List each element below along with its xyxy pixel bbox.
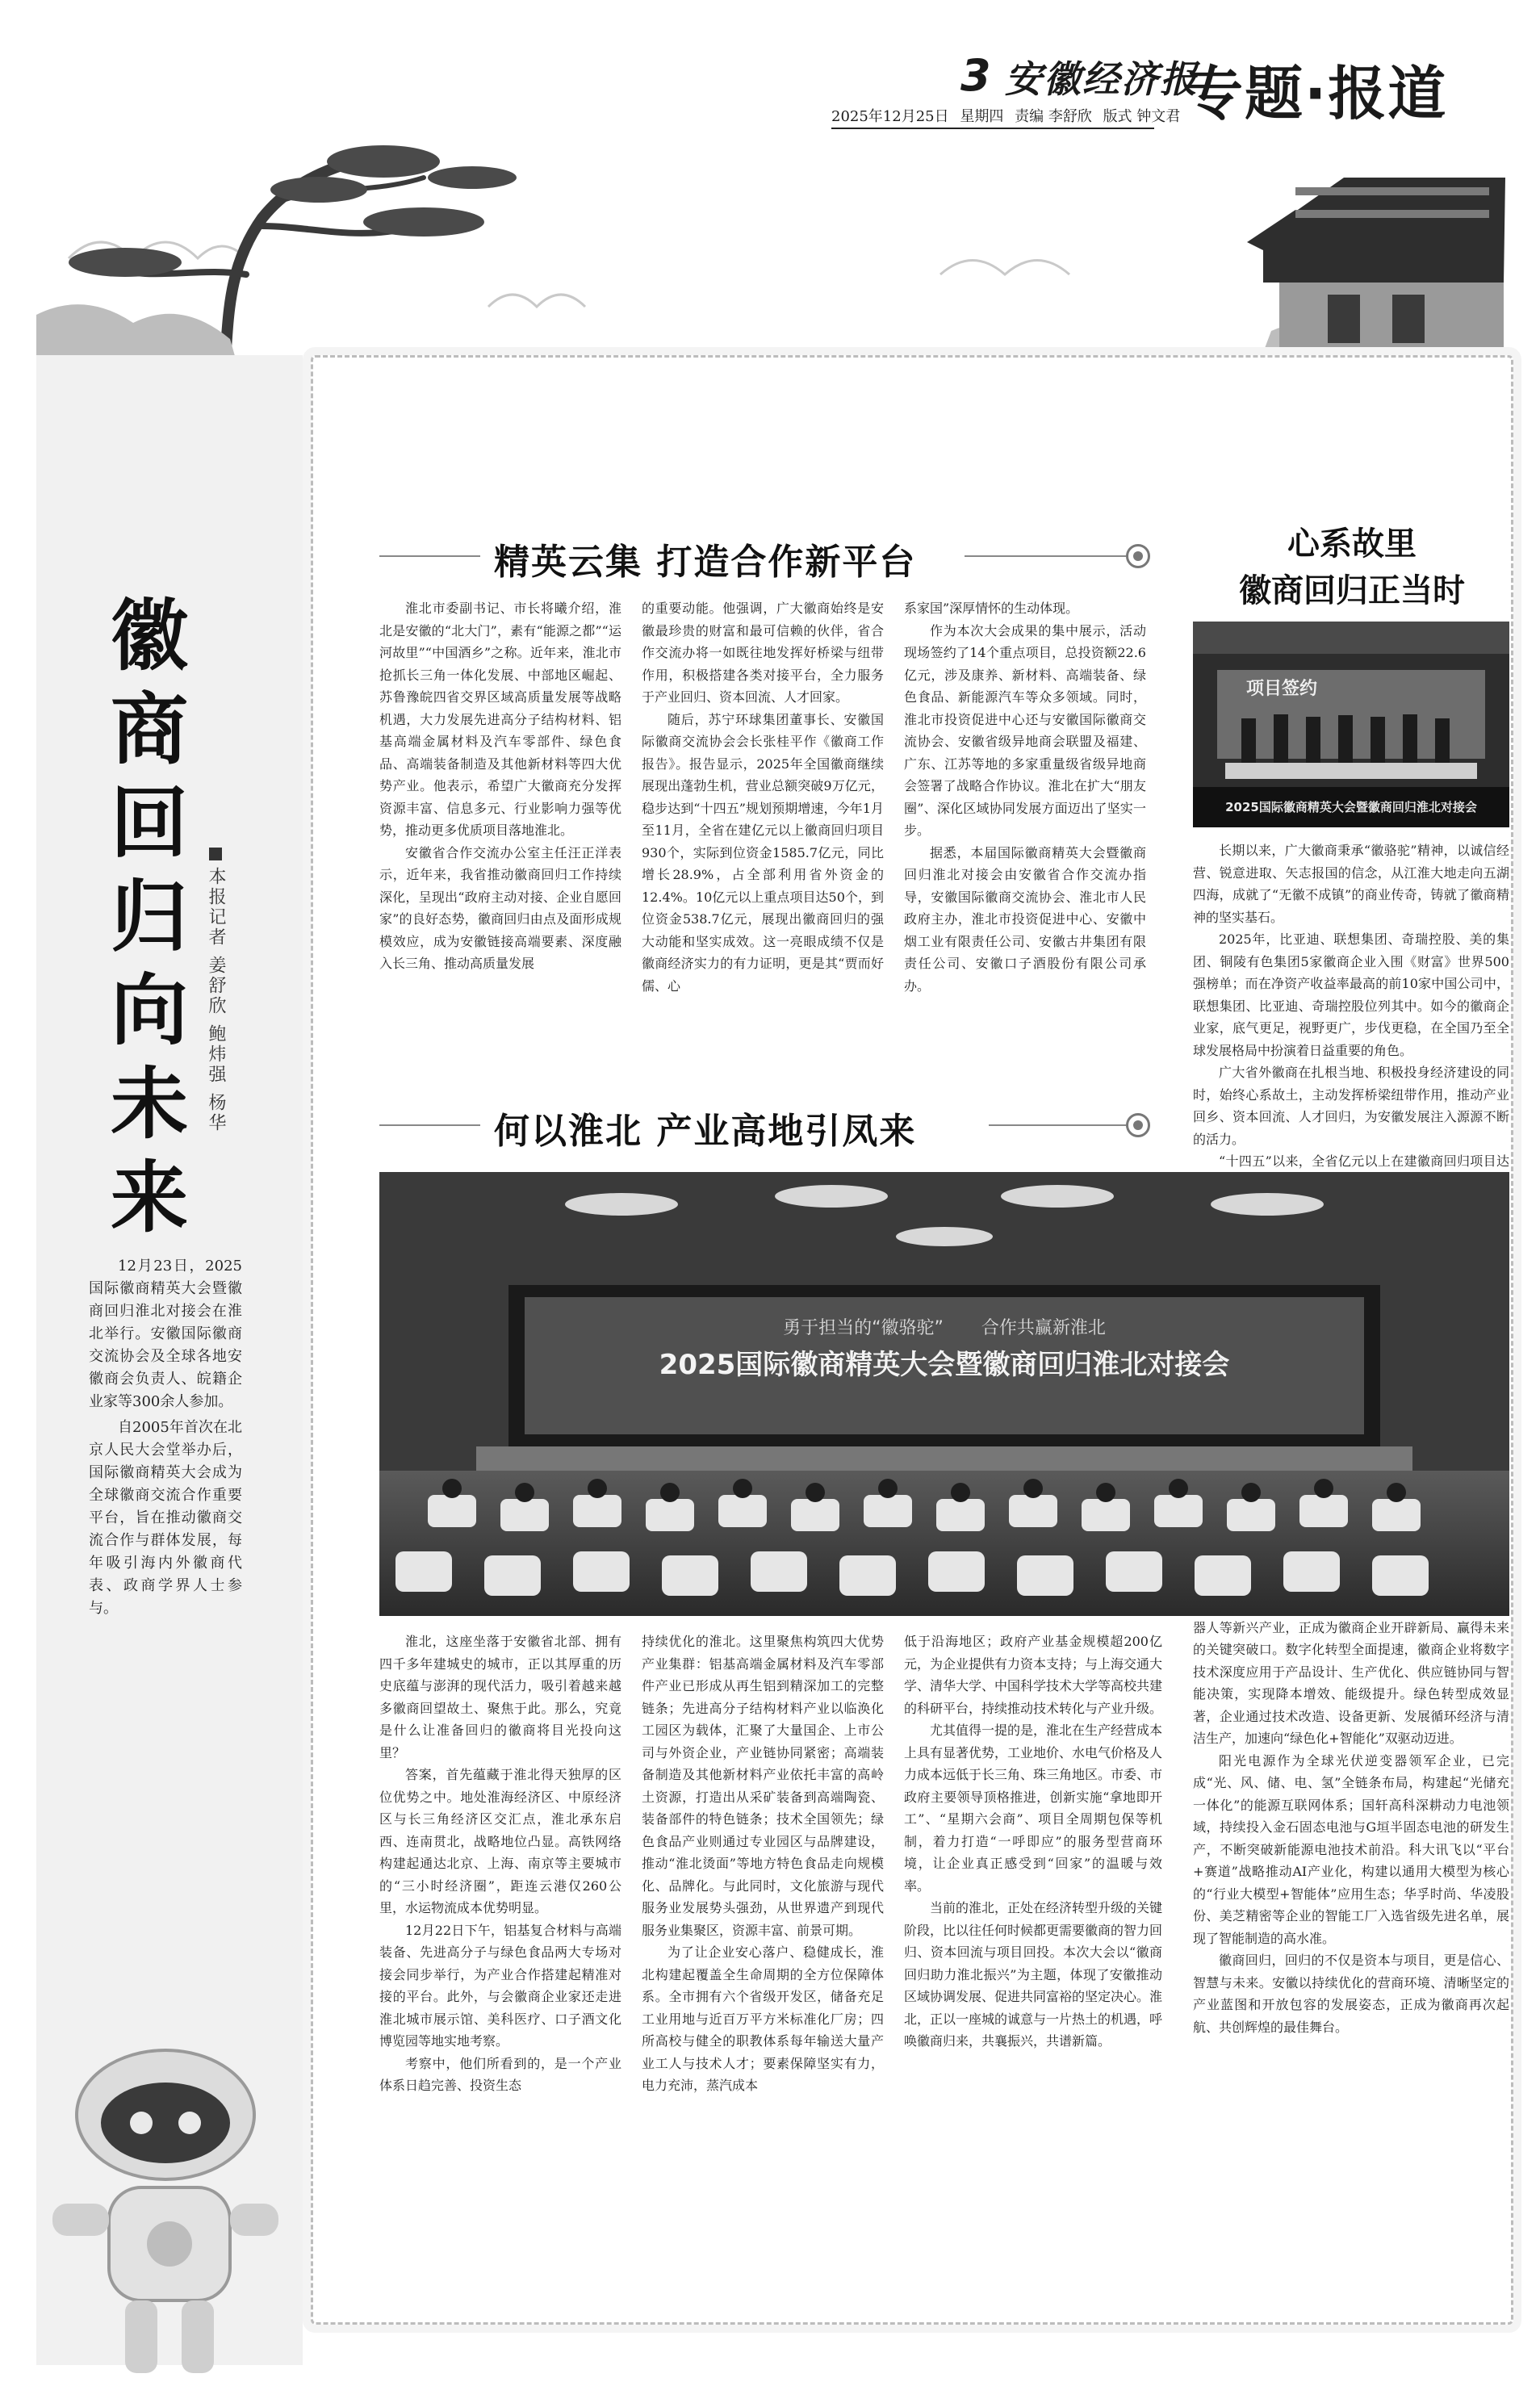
feature-intro bbox=[89, 1255, 242, 1623]
headline-marker-icon bbox=[1126, 1113, 1150, 1137]
article-paragraph: 广大省外徽商在扎根当地、积极投身经济建设的同时，始终心系故土，主动发挥桥梁纽带作用，推动产业回乡、资本回流、人才回归，为安徽发展注入源源不断的活力。 bbox=[1193, 1065, 1509, 1147]
headline-rule bbox=[379, 1124, 480, 1126]
hall-slogan-text bbox=[783, 1318, 1106, 1338]
section-title: 专题·报道 bbox=[1185, 60, 1448, 128]
article-paragraph: 的重要动能。他强调，广大徽商始终是安徽最珍贵的财富和最可信赖的伙伴，省合作交流办将一如既往地发挥好桥梁与纽带作用，积极搭建各类对接平台，全力服务于产业回归、资本回流、人才回家。 bbox=[642, 601, 884, 705]
signing-caption-text: 项目签约 bbox=[1246, 679, 1318, 699]
page-number: 3 bbox=[960, 50, 991, 101]
article-paragraph: 考察中，他们所看到的，是一个产业体系日趋完善、投资生态 bbox=[379, 2055, 621, 2093]
article-paragraph: 持续优化的淮北。这里聚焦构筑四大优势产业集群：铝基高端金属材料及汽车零部件产业已形成从再生铝到精深加工的完整链条；先进高分子结构材料产业以临涣化工园区为载体，汇聚了大量国企、上市公司与外资企业，产业链协同紧密；高端装备制造及其他新材料产业依托丰富的高岭土资源，打造出从采矿装备到高端陶瓷、装备部件的特色链条；技术全国领先；绿色食品产业则通过专业园区与品牌建设，推动“淮北烫面”等地方特色食品走向规模化、品牌化。与此同时，文化旅游与现代服务业发展势头强劲，从世界遗产到现代服务业集聚区，资源丰富、前景可期。 bbox=[642, 1634, 884, 1938]
article-paragraph: 淮北市委副书记、市长将曦介绍，淮北是安徽的“北大门”，素有“能源之都”“运河故里”“中国酒乡”之称。近年来，淮北市抢抓长三角一体化发展、中部地区崛起、苏鲁豫皖四省交界区域高质量发展等战略机遇，大力发展先进高分子结构材料、铝基高端金属材料及汽车零部件、绿色食品、高端装备制造及其他新材料等四大优势产业。他表示，希望广大徽商充分发挥资源丰富、信息多元、行业影响力强等优势，推动更多优质项目落地淮北。 bbox=[379, 601, 621, 838]
article1-column-3 bbox=[904, 597, 1146, 1082]
feature-title-char: 商 bbox=[111, 684, 188, 775]
article3-headline-line2: 徽商回归正当时 bbox=[1239, 572, 1465, 609]
article-paragraph: 徽商回归，回归的不仅是资本与项目，更是信心、智慧与未来。安徽以持续优化的营商环境、清晰坚定的产业蓝图和开放包容的发展姿态，正成为徽商再次起航、共创辉煌的最佳舞台。 bbox=[1193, 1953, 1509, 2035]
issue-date: 2025年12月25日 bbox=[831, 108, 949, 125]
hall-slogan-right: 合作共赢新淮北 bbox=[981, 1318, 1106, 1338]
feature-title-char: 归 bbox=[111, 872, 188, 962]
signing-ceremony-photo bbox=[1193, 622, 1509, 827]
headline-rule bbox=[965, 555, 1126, 557]
headline-marker-icon bbox=[1126, 544, 1150, 568]
article3-headline bbox=[1191, 521, 1513, 614]
byline-marker bbox=[209, 848, 222, 860]
robot-illustration bbox=[36, 2042, 278, 2381]
article-paragraph: 淮北，这座坐落于安徽省北部、拥有四千多年建城史的城市，正以其厚重的历史底蕴与澎湃的现代活力，吸引着越来越多徽商回望故土、聚焦于此。那么，究竟是什么让准备回归的徽商将目光投向这里？ bbox=[379, 1634, 621, 1760]
article-paragraph: 长期以来，广大徽商秉承“徽骆驼”精神，以诚信经营、锐意进取、矢志报国的信念，从江淮大地走向五湖四海，成就了“无徽不成镇”的商业传奇，铸就了徽商精神的坚实基石。 bbox=[1193, 843, 1509, 925]
headline-rule bbox=[379, 555, 480, 557]
intro-paragraph: 自2005年首次在北京人民大会堂举办后，国际徽商精英大会成为全球徽商交流合作重要平台，旨在推动徽商交流合作与群体发展，每年吸引海内外徽商代表、政商学界人士参与。 bbox=[89, 1419, 242, 1617]
article-paragraph: 据悉，本届国际徽商精英大会暨徽商回归淮北对接会由安徽省合作交流办指导，安徽国际徽商交流协会、淮北市人民政府主办，淮北市投资促进中心、安徽中烟工业有限责任公司、安徽古井集团有限责任公司、安徽口子酒股份有限公司承办。 bbox=[904, 844, 1146, 994]
article-paragraph: 阳光电源作为全球光伏逆变器领军企业，已完成“光、风、储、电、氢”全链条布局，构建起“光储充一体化”的能源互联网体系；国轩高科深耕动力电池领域，持续投入金石固态电池与G垣半固态电池的研发生产，不断突破新能源电池技术前沿。科大讯飞以“平台+赛道”战略推动AI产业化，构建以通用大模型为核心的“行业大模型+智能体”应用生态；华孚时尚、华凌股份、美芝精密等企业的智能工厂入选省级先进名单，展现了智能制造的高水准。 bbox=[1193, 1752, 1509, 1946]
article-paragraph: 低于沿海地区；政府产业基金规模超200亿元，为企业提供有力资本支持；与上海交通大学、清华大学、中国科学技术大学等高校共建的科研平台，持续推动技术转化与产业升级。 bbox=[904, 1634, 1163, 1716]
article1-column-2 bbox=[642, 597, 884, 1082]
masthead bbox=[0, 0, 1540, 137]
feature-title-char: 未 bbox=[111, 1059, 188, 1149]
article-paragraph: 安徽省合作交流办公室主任汪正洋表示，近年来，我省推动徽商回归工作持续深化，呈现出“政府主动对接、企业自愿回家”的良好态势，徽商回归由点及面形成规模效应，成为安徽链接高端要素、深度融入长三角、推动高质量发展 bbox=[379, 844, 621, 971]
article-paragraph: 尤其值得一提的是，淮北在生产经营成本上具有显著优势，工业地价、水电气价格及人力成本远低于长三角、珠三角地区。市委、市政府主要领导顶格推进，创新实施“拿地即开工”、“星期六会商”、项目全周期包保等机制，着力打造“一呼即应”的服务型营商环境，让企业真正感受到“回家”的温暖与效率。 bbox=[904, 1723, 1163, 1894]
article-paragraph: 2025年，比亚迪、联想集团、奇瑞控股、美的集团、铜陵有色集团5家徽商企业入围《财富》世界500强榜单；而在净资产收益率最高的前10家中国公司中，联想集团、比亚迪、奇瑞控股位列其中。如今的徽商企业家，底气更足，视野更广，步伐更稳，在全国乃至全球发展格局中扮演着日益重要的角色。 bbox=[1193, 931, 1509, 1058]
feature-title-char: 徽 bbox=[111, 591, 188, 681]
article-paragraph: 12月22日下午，铝基复合材料与高端装备、先进高分子与绿色食品两大专场对接会同步举行，为产业合作搭建起精准对接的平台。此外，与会徽商企业家还走进淮北城市展示馆、美科医疗、口子酒文化博览园等地实地考察。 bbox=[379, 1922, 621, 2049]
article-paragraph: 当前的淮北，正处在经济转型升级的关键阶段，比以往任何时候都更需要徽商的智力回归、资本回流与项目回投。本次大会以“徽商回归助力淮北振兴”为主题，体现了安徽推动区域协调发展、促进共同富裕的坚定决心。淮北，正以一座城的诚意与一片热土的机遇，呼唤徽商归来，共襄振兴，共谱新篇。 bbox=[904, 1900, 1163, 2049]
headline-rule bbox=[989, 1124, 1126, 1126]
article1-column-1 bbox=[379, 597, 621, 1082]
article-paragraph: 系家国”深厚情怀的生动体现。 bbox=[904, 601, 1079, 616]
byline-text: 本报记者 姜舒欣 鲍炜强 杨华 bbox=[206, 867, 226, 1133]
hall-slogan-left: 勇于担当的“徽骆驼” bbox=[783, 1318, 944, 1338]
intro-paragraph: 12月23日，2025国际徽商精英大会暨徽商回归淮北对接会在淮北举行。安徽国际徽商交流协会及全球各地安徽商会负责人、皖籍企业家等300余人参加。 bbox=[89, 1258, 242, 1410]
article-paragraph: 作为本次大会成果的集中展示，活动现场签约了14个重点项目，总投资额22.6亿元，涉及康养、新材料、高端装备、绿色食品、新能源汽车等众多领域。同时，淮北市投资促进中心还与安徽国际徽商交流协会、安徽省级异地商会联盟及福建、广东、江苏等地的多家重量级省级异地商会签署了战略合作协议。淮北在扩大“朋友圈”、深化区域协同发展方面迈出了坚实一步。 bbox=[904, 622, 1146, 838]
conference-hall-photo bbox=[379, 1172, 1509, 1616]
feature-title-char: 向 bbox=[111, 965, 188, 1056]
feature-title bbox=[105, 589, 194, 1245]
article1-headline: 精英云集 打造合作新平台 bbox=[494, 542, 917, 583]
article-paragraph: 为了让企业安心落户、稳健成长，淮北构建起覆盖全生命周期的全方位保障体系。全市拥有六个省级开发区，储备充足工业用地与近百万平方米标准化厂房；四所高校与健全的职教体系每年输送大量产业工人与技术人才；要素保障坚实有力，电力充沛，蒸汽成本 bbox=[642, 1944, 884, 2093]
reporter-byline bbox=[203, 848, 228, 1133]
article-paragraph: “十四五”以来，全省亿元以上在建徽商回归项目达 bbox=[1219, 1153, 1509, 1169]
article2-column-3 bbox=[904, 1630, 1163, 2049]
article-paragraph: 器人等新兴产业，正成为徽商企业开辟新局、赢得未来的关键突破口。数字化转型全面提速，徽商企业将数字技术深度应用于产品设计、生产优化、供应链协同与智能决策，实现降本增效、能级提升。绿色转型成效显著，企业通过技术改造、设备更新、发展循环经济与清洁生产，加速向“绿色化+智能化”双驱动迈进。 bbox=[1193, 1619, 1509, 1746]
feature-title-char: 来 bbox=[111, 1153, 188, 1243]
article-paragraph: 随后，苏宁环球集团董事长、安徽国际徽商交流协会会长张桂平作《徽商工作报告》。报告显示，2025年全国徽商继续展现出蓬勃生机，营业总额突破9万亿元，稳步达到“十四五”规划预期增速，今年1月至11月，全省在建亿元以上徽商回归项目930个，实际到位资金1585.7亿元，同比增长28.9%，占全部利用省外资金的12.4%。10亿元以上重点项目达50个，到位资金538.7亿元，展现出徽商回归的强大动能和坚实成效。这一亮眼成绩不仅是徽商经济实力的有力证明，更是其“贾而好儒、心 bbox=[642, 711, 884, 994]
article-paragraph: 答案，首先蕴藏于淮北得天独厚的区位优势之中。地处淮海经济区、中原经济区与长三角经济区交汇点，淮北承东启西、连南贯北，战略地位凸显。高铁网络构建起通达北京、上海、南京等主要城市的“三小时经济圈”，距连云港仅260公里，水运物流成本优势明显。 bbox=[379, 1767, 621, 1915]
issue-weekday: 星期四 bbox=[960, 108, 1004, 125]
designer-credit: 版式 钟文君 bbox=[1103, 108, 1181, 125]
article2-column-2 bbox=[642, 1630, 884, 2093]
article2-column-1 bbox=[379, 1630, 621, 2093]
feature-title-char: 回 bbox=[111, 778, 188, 869]
hall-banner-text: 2025国际徽商精英大会暨徽商回归淮北对接会 bbox=[659, 1349, 1230, 1381]
article3-headline-line1: 心系故里 bbox=[1287, 525, 1417, 563]
masthead-meta bbox=[831, 105, 1186, 126]
editor-credit: 责编 李舒欣 bbox=[1015, 108, 1092, 125]
signing-banner-text: 2025国际徽商精英大会暨徽商回归淮北对接会 bbox=[1225, 800, 1477, 814]
article2-headline: 何以淮北 产业高地引凤来 bbox=[494, 1111, 917, 1152]
newspaper-name: 安徽经济报 bbox=[1005, 57, 1199, 101]
